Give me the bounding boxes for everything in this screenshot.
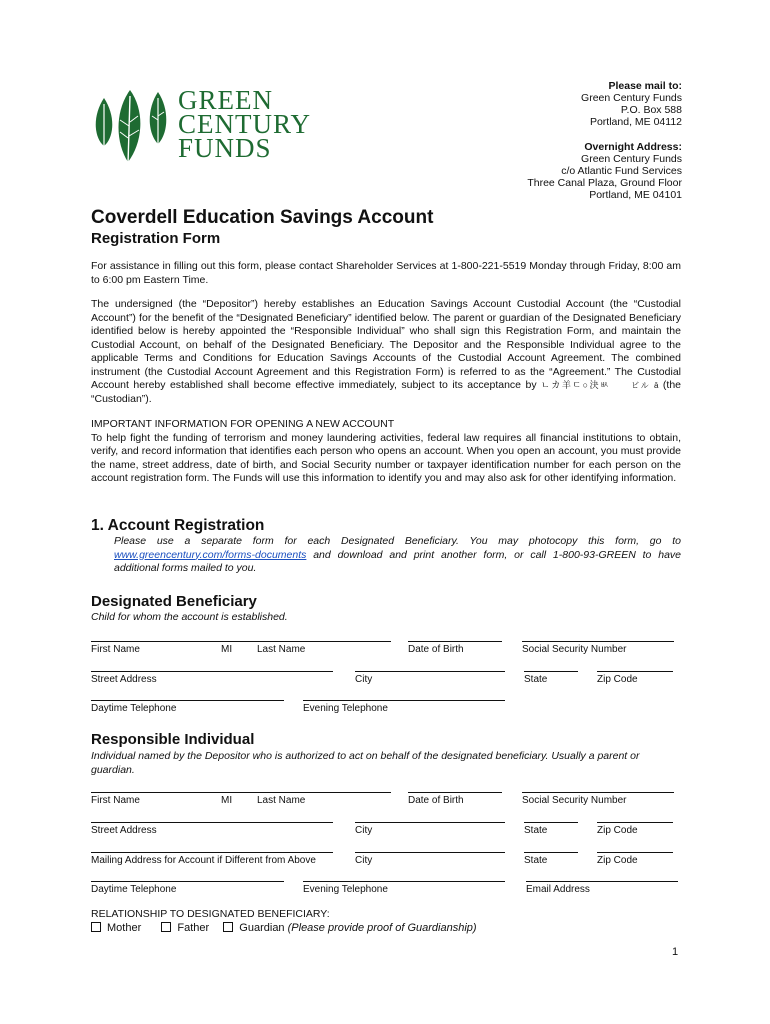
responsible-state-field[interactable]: State <box>524 822 578 836</box>
logo-wordmark: GREEN CENTURY FUNDS <box>178 85 312 163</box>
leaf-icon <box>90 86 176 166</box>
responsible-eve-phone-field[interactable]: Evening Telephone <box>303 881 505 895</box>
page-subtitle: Registration Form <box>91 230 221 247</box>
responsible-city2-field[interactable]: City <box>355 852 505 866</box>
important-info <box>91 418 681 486</box>
beneficiary-dob-field[interactable]: Date of Birth <box>408 641 502 655</box>
relationship-options: Mother Father Guardian (Please provide proof of Guardianship) <box>91 922 477 934</box>
section-1-note: Please use a separate form for each Designated Beneficiary. You may photocopy this form, go to www.greencentury.com/forms-documents and download and print another form, or call 1-800-93-GREEN to have additional forms mailed to you. <box>114 535 681 574</box>
beneficiary-sub: Child for whom the account is established. <box>91 611 288 623</box>
assistance-text: For assistance in filling out this form, please contact Shareholder Services at 1-800-221-5519 Monday through Friday, 8:00 am to 6:00 pm Eastern Time. <box>91 260 681 286</box>
responsible-city-field[interactable]: City <box>355 822 505 836</box>
relationship-label: RELATIONSHIP TO DESIGNATED BENEFICIARY: <box>91 908 330 920</box>
beneficiary-city-field[interactable]: City <box>355 671 505 685</box>
beneficiary-street-field[interactable]: Street Address <box>91 671 333 685</box>
responsible-sub: Individual named by the Depositor who is authorized to act on behalf of the designated beneficiary. Usually a parent or guardian. <box>91 750 640 776</box>
intro-paragraph: The undersigned (the “Depositor”) hereby establishes an Education Savings Account Custodial Account (the “Custodial Account”) for the benefit of the “Designated Beneficiary” identified below. The parent or guardian of the Designated Beneficiary identified below is hereby appointed the “Responsible Individual” who shall sign this Registration Form, and maintain the Custodial Account, on behalf of the Designated Beneficiary. The Depositor and the Responsible Individual agree to the applicable Terms and Conditions for Education Savings Accounts of the Custodial Account Agreement. The combined instrument (the Custodial Account Agreement and this Registration Form) is referred to as the “Agreement.” The Custodial Account hereby established shall become effective immediately, subject to its acceptance by ㄴカ羊ㄷ○決ㅄ ビル ā (the “Custodian”). <box>91 298 682 405</box>
responsible-email-field[interactable]: Email Address <box>526 881 678 895</box>
responsible-ssn-field[interactable]: Social Security Number <box>522 792 674 806</box>
important-text: To help fight the funding of terrorism and money laundering activities, federal law requires all financial institutions to obtain, verify, and record information that identifies each person who opens an account. When you open an account, you must provide the name, street address, date of birth, and Social Security number or taxpayer identification number for each person on the account registration form. The Funds will use this information to identify you and may also ask for other identifying information. <box>91 431 681 484</box>
page-number: 1 <box>672 946 679 958</box>
responsible-zip-field[interactable]: Zip Code <box>597 822 673 836</box>
green-century-logo <box>90 86 320 166</box>
responsible-name-field[interactable]: First Name MI Last Name <box>91 792 391 806</box>
beneficiary-eve-phone-field[interactable]: Evening Telephone <box>303 700 505 714</box>
mailing-address: Please mail to: Green Century Funds P.O. Box 588 Portland, ME 04112 Overnight Address: Green Century Funds c/o Atlantic Fund Services Three Canal Plaza, Ground Floor Portland, ME 04101 <box>527 80 682 201</box>
beneficiary-ssn-field[interactable]: Social Security Number <box>522 641 674 655</box>
responsible-heading: Responsible Individual <box>91 731 255 748</box>
beneficiary-heading: Designated Beneficiary <box>91 593 257 610</box>
responsible-state2-field[interactable]: State <box>524 852 578 866</box>
responsible-street-field[interactable]: Street Address <box>91 822 333 836</box>
mother-checkbox[interactable] <box>91 922 101 932</box>
responsible-zip2-field[interactable]: Zip Code <box>597 852 673 866</box>
responsible-mailing-field[interactable]: Mailing Address for Account if Different from Above <box>91 852 333 866</box>
beneficiary-day-phone-field[interactable]: Daytime Telephone <box>91 700 284 714</box>
responsible-dob-field[interactable]: Date of Birth <box>408 792 502 806</box>
beneficiary-name-field[interactable]: First Name MI Last Name <box>91 641 391 655</box>
section-1-heading: 1. Account Registration <box>91 517 265 534</box>
guardian-checkbox[interactable] <box>223 922 233 932</box>
responsible-day-phone-field[interactable]: Daytime Telephone <box>91 881 284 895</box>
important-heading: IMPORTANT INFORMATION FOR OPENING A NEW ACCOUNT <box>91 418 395 430</box>
beneficiary-zip-field[interactable]: Zip Code <box>597 671 673 685</box>
father-checkbox[interactable] <box>161 922 171 932</box>
forms-link[interactable]: www.greencentury.com/forms-documents <box>114 548 307 561</box>
page-title: Coverdell Education Savings Account <box>91 207 434 228</box>
beneficiary-state-field[interactable]: State <box>524 671 578 685</box>
